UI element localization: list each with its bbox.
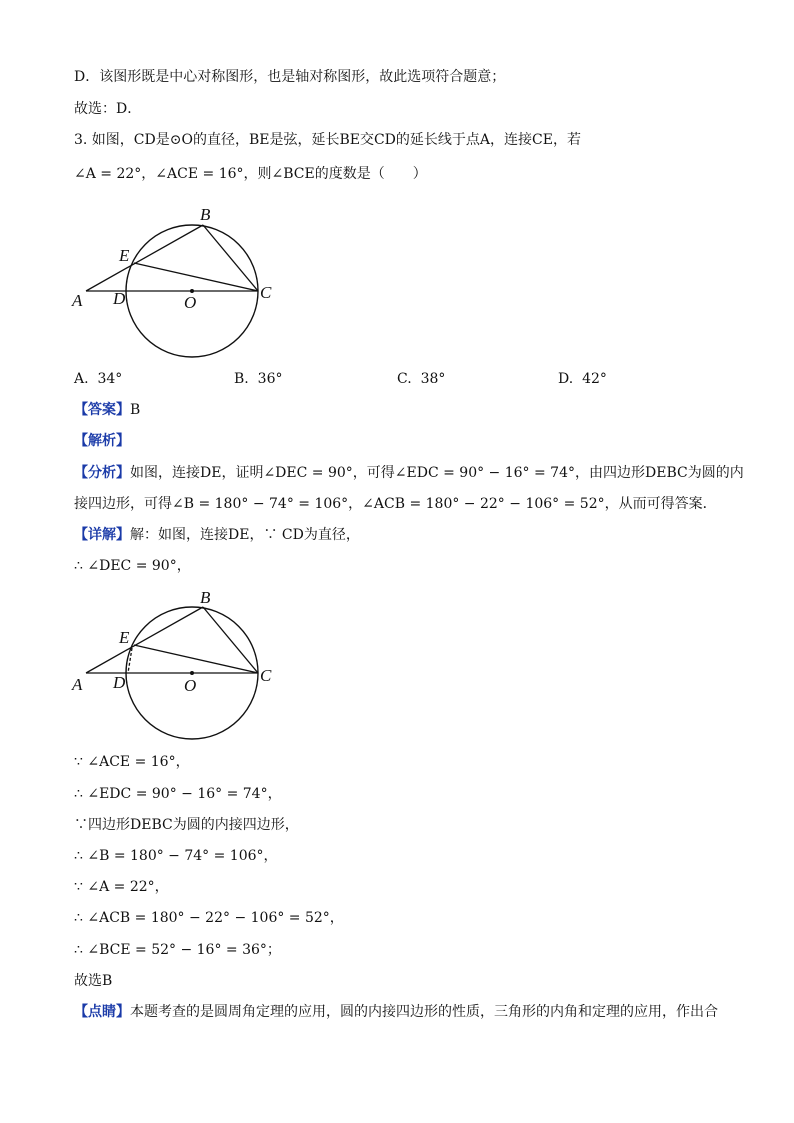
answer-value: B bbox=[130, 402, 141, 418]
solution-figure bbox=[66, 584, 286, 744]
option-d bbox=[558, 369, 607, 389]
option-b-letter: B. bbox=[234, 371, 249, 387]
fenxi-text-1: 如图，连接DE，证明∠DEC = 90°，可得∠EDC = 90° − 16° = 74°，由四边形DEBC为圆的内 bbox=[130, 465, 744, 481]
option-c bbox=[397, 369, 445, 389]
option-c-letter: C. bbox=[397, 371, 412, 387]
label-e: E bbox=[119, 246, 130, 265]
dianjing-tag: 【点睛】 bbox=[74, 1004, 130, 1020]
option-c-value: 38° bbox=[420, 371, 446, 387]
option-b-value: 36° bbox=[257, 371, 283, 387]
line-ec bbox=[134, 263, 258, 291]
option-a-letter: A. bbox=[74, 371, 89, 387]
answer-tag: 【答案】 bbox=[74, 402, 130, 418]
question-3-stem: 3. 如图，CD是⊙O的直径，BE是弦，延长BE交CD的延长线于点A，连接CE，若 bbox=[74, 132, 581, 148]
step-4: ∵四边形DEBC为圆的内接四边形， bbox=[74, 817, 299, 833]
label-c-2: C bbox=[260, 666, 272, 685]
step-2: ∵ ∠ACE = 16°， bbox=[74, 754, 190, 770]
label-b: B bbox=[200, 205, 211, 224]
option-d-letter: D. bbox=[558, 371, 574, 387]
label-d-2: D bbox=[113, 673, 126, 692]
label-o: O bbox=[184, 293, 197, 312]
center-point-2 bbox=[190, 671, 194, 675]
line-ab bbox=[86, 225, 203, 291]
line-ab-2 bbox=[86, 607, 203, 673]
step-7: ∴ ∠ACB = 180° − 22° − 106° = 52°， bbox=[74, 910, 344, 926]
option-d-value: 42° bbox=[582, 371, 607, 387]
xiangjie-tag: 【详解】 bbox=[74, 527, 130, 543]
label-o-2: O bbox=[184, 676, 197, 695]
label-b-2: B bbox=[200, 588, 211, 607]
analysis-line-1 bbox=[74, 463, 744, 483]
remarks-line bbox=[74, 1002, 718, 1022]
line-ec-2 bbox=[134, 645, 258, 673]
step-6: ∵ ∠A = 22°， bbox=[74, 879, 169, 895]
label-e-2: E bbox=[119, 628, 130, 647]
detail-line-1 bbox=[74, 525, 360, 545]
label-d: D bbox=[113, 289, 126, 308]
label-c: C bbox=[260, 283, 272, 302]
choice-statement: 故选：D． bbox=[74, 101, 142, 117]
option-a bbox=[74, 369, 122, 389]
step-1: ∴ ∠DEC = 90°， bbox=[74, 558, 191, 574]
option-a-value: 34° bbox=[97, 371, 123, 387]
fenxi-tag: 【分析】 bbox=[74, 465, 130, 481]
dianjing-text: 本题考查的是圆周角定理的应用，圆的内接四边形的性质，三角形的内角和定理的应用，作出合 bbox=[130, 1004, 718, 1020]
answer-line bbox=[74, 400, 140, 420]
analysis-line-2: 接四边形，可得∠B = 180° − 74° = 106°，∠ACB = 180° − 22° − 106° = 52°，从而可得答案． bbox=[74, 496, 717, 512]
step-5: ∴ ∠B = 180° − 74° = 106°， bbox=[74, 848, 278, 864]
xiangjie-text-1: 解：如图，连接DE，∵ CD为直径， bbox=[130, 527, 360, 543]
step-8: ∴ ∠BCE = 52° − 16° = 36°； bbox=[74, 942, 281, 958]
analysis-heading bbox=[74, 431, 130, 451]
question-figure bbox=[66, 200, 286, 360]
label-a: A bbox=[72, 291, 83, 310]
analysis-tag: 【解析】 bbox=[74, 433, 130, 449]
option-d-explanation: D．该图形既是中心对称图形，也是轴对称图形，故此选项符合题意； bbox=[74, 69, 506, 85]
option-b bbox=[234, 369, 282, 389]
step-9: 故选B bbox=[74, 973, 113, 989]
step-3: ∴ ∠EDC = 90° − 16° = 74°， bbox=[74, 786, 282, 802]
label-a-2: A bbox=[72, 675, 83, 694]
question-3-condition: ∠A = 22°，∠ACE = 16°，则∠BCE的度数是（ ） bbox=[74, 166, 427, 182]
